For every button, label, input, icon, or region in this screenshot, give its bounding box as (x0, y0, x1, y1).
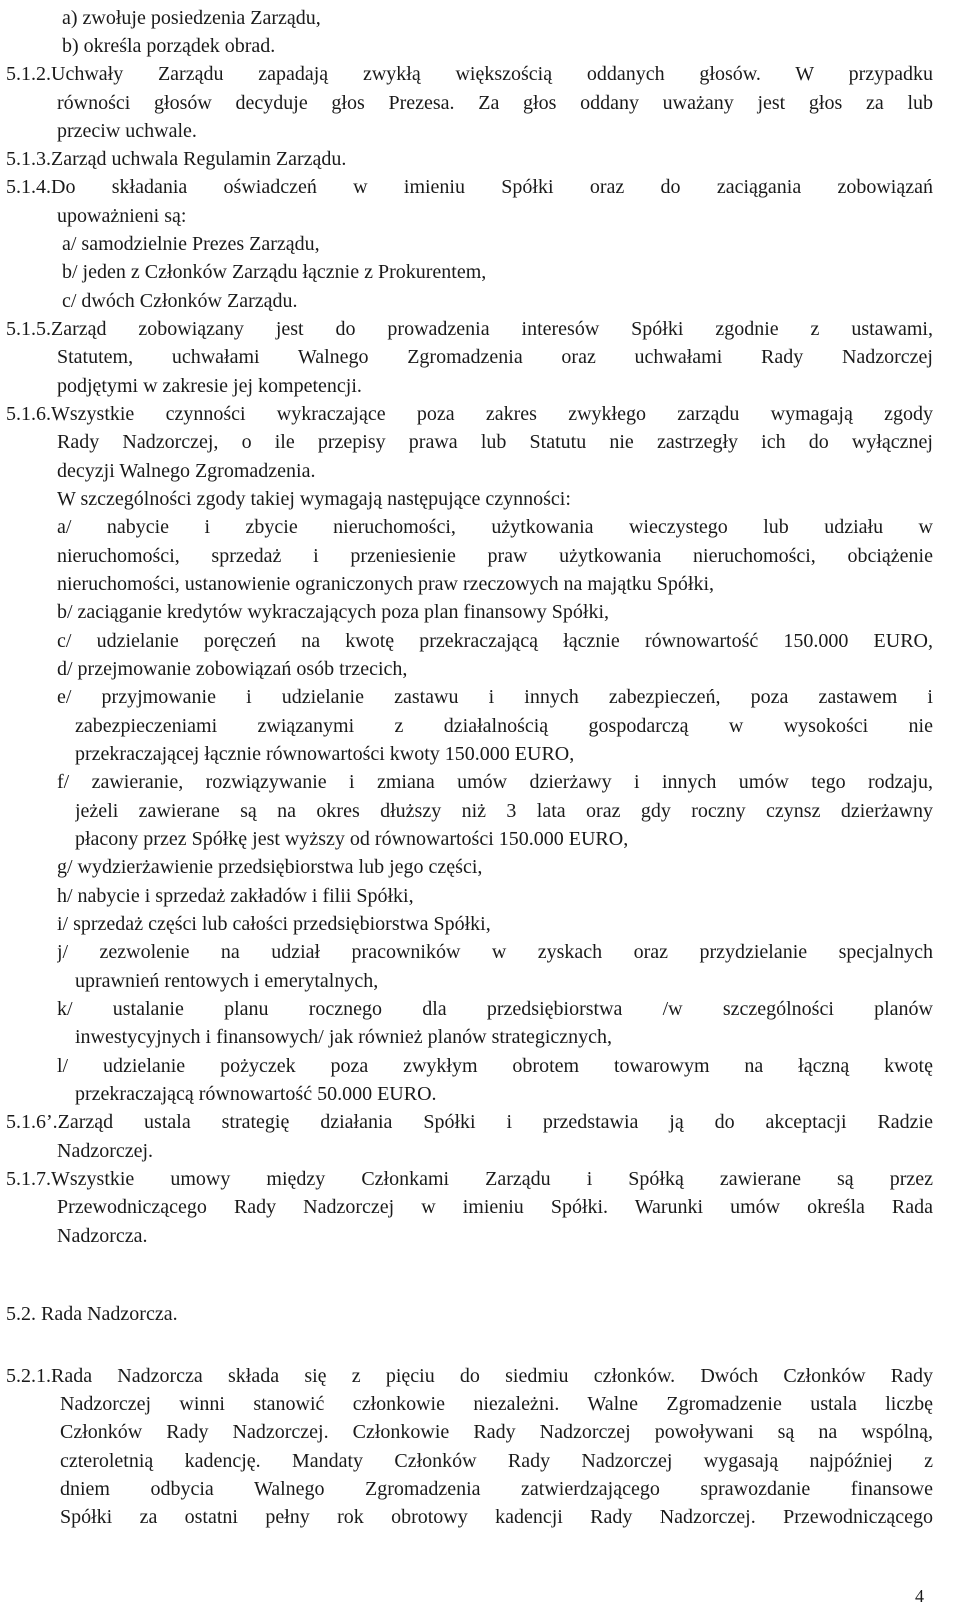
text-line: 5.1.2.Uchwały Zarządu zapadają zwykłą większością oddanych głosów. W przypadku (6, 63, 933, 85)
text-line: Członków Rady Nadzorczej. Członkowie Rady Nadzorczej powoływani są na wspólną, (60, 1421, 933, 1443)
text-line: Rady Nadzorczej, o ile przepisy prawa lub Statutu nie zastrzegły ich do wyłącznej (57, 431, 933, 453)
text-line: podjętymi w zakresie jej kompetencji. (57, 375, 362, 397)
text-line: upoważnieni są: (57, 205, 187, 227)
text-line: b/ zaciąganie kredytów wykraczających poza plan finansowy Spółki, (57, 601, 610, 623)
text-line: decyzji Walnego Zgromadzenia. (57, 460, 316, 482)
text-line: 5.1.7.Wszystkie umowy między Członkami Zarządu i Spółką zawierane są przez (6, 1168, 933, 1190)
text-line: Statutem, uchwałami Walnego Zgromadzenia oraz uchwałami Rady Nadzorczej (57, 346, 933, 368)
text-line: 5.1.6.Wszystkie czynności wykraczające poza zakres zwykłego zarządu wymagają zgody (6, 403, 933, 425)
text-line: Nadzorczej. (57, 1140, 154, 1162)
text-line: h/ nabycie i sprzedaż zakładów i filii Spółki, (57, 885, 414, 907)
text-line: Nadzorczej winni stanowić członkowie niezależni. Walne Zgromadzenie ustala liczbę (60, 1393, 933, 1415)
text-line: e/ przyjmowanie i udzielanie zastawu i innych zabezpieczeń, poza zastawem i (57, 686, 933, 708)
text-line: Przewodniczącego Rady Nadzorczej w imieniu Spółki. Warunki umów określa Rada (57, 1196, 933, 1218)
text-line: 5.1.4.Do składania oświadczeń w imieniu Spółki oraz do zaciągania zobowiązań (6, 176, 933, 198)
text-line: Nadzorcza. (57, 1225, 148, 1247)
text-line: b) określa porządek obrad. (62, 35, 276, 57)
text-line: b/ jeden z Członków Zarządu łącznie z Prokurentem, (62, 261, 487, 283)
text-line: przekraczającej łącznie równowartości kwoty 150.000 EURO, (75, 743, 575, 765)
text-line: 5.2. Rada Nadzorcza. (6, 1303, 178, 1325)
text-line: a/ nabycie i zbycie nieruchomości, użytkowania wieczystego lub udziału w (57, 516, 933, 538)
text-line: czteroletnią kadencję. Mandaty Członków Rady Nadzorczej wygasają najpóźniej z (60, 1450, 933, 1472)
text-line: uprawnień rentowych i emerytalnych, (75, 970, 379, 992)
page-number: 4 (915, 1586, 924, 1606)
text-line: a/ samodzielnie Prezes Zarządu, (62, 233, 320, 255)
text-line: 5.2.1.Rada Nadzorcza składa się z pięciu do siedmiu członków. Dwóch Członków Rady (6, 1365, 933, 1387)
text-line: j/ zezwolenie na udział pracowników w zyskach oraz przydzielanie specjalnych (57, 941, 933, 963)
text-line: d/ przejmowanie zobowiązań osób trzecich, (57, 658, 408, 680)
text-line: l/ udzielanie pożyczek poza zwykłym obrotem towarowym na łączną kwotę (57, 1055, 933, 1077)
text-line: nieruchomości, ustanowienie ograniczonych praw rzeczowych na majątku Spółki, (57, 573, 715, 595)
text-line: 5.1.6’.Zarząd ustala strategię działania Spółki i przedstawia ją do akceptacji Radzie (6, 1111, 933, 1133)
text-line: 5.1.3.Zarząd uchwala Regulamin Zarządu. (6, 148, 347, 170)
text-line: a) zwołuje posiedzenia Zarządu, (62, 7, 321, 29)
text-line: przekraczającą równowartość 50.000 EURO. (75, 1083, 437, 1105)
text-line: c/ dwóch Członków Zarządu. (62, 290, 298, 312)
text-line: c/ udzielanie poręczeń na kwotę przekraczającą łącznie równowartość 150.000 EURO, (57, 630, 933, 652)
text-line: Spółki za ostatni pełny rok obrotowy kadencji Rady Nadzorczej. Przewodniczącego (60, 1506, 933, 1528)
text-line: nieruchomości, sprzedaż i przeniesienie praw użytkowania nieruchomości, obciążenie (57, 545, 933, 567)
text-line: W szczególności zgody takiej wymagają następujące czynności: (57, 488, 571, 510)
text-line: i/ sprzedaż części lub całości przedsiębiorstwa Spółki, (57, 913, 491, 935)
text-line: równości głosów decyduje głos Prezesa. Za głos oddany uważany jest głos za lub (57, 92, 933, 114)
text-line: g/ wydzierżawienie przedsiębiorstwa lub jego części, (57, 856, 483, 878)
text-line: f/ zawieranie, rozwiązywanie i zmiana umów dzierżawy i innych umów tego rodzaju, (57, 771, 933, 793)
text-line: jeżeli zawierane są na okres dłuższy niż 3 lata oraz gdy roczny czynsz dzierżawny (75, 800, 933, 822)
text-line: dniem odbycia Walnego Zgromadzenia zatwierdzającego sprawozdanie finansowe (60, 1478, 933, 1500)
text-line: 5.1.5.Zarząd zobowiązany jest do prowadzenia interesów Spółki zgodnie z ustawami, (6, 318, 933, 340)
text-line: płacony przez Spółkę jest wyższy od równowartości 150.000 EURO, (75, 828, 629, 850)
text-line: k/ ustalanie planu rocznego dla przedsiębiorstwa /w szczególności planów (57, 998, 933, 1020)
text-line: przeciw uchwale. (57, 120, 197, 142)
text-line: inwestycyjnych i finansowych/ jak również planów strategicznych, (75, 1026, 613, 1048)
text-line: zabezpieczeniami związanymi z działalnością gospodarczą w wysokości nie (75, 715, 933, 737)
